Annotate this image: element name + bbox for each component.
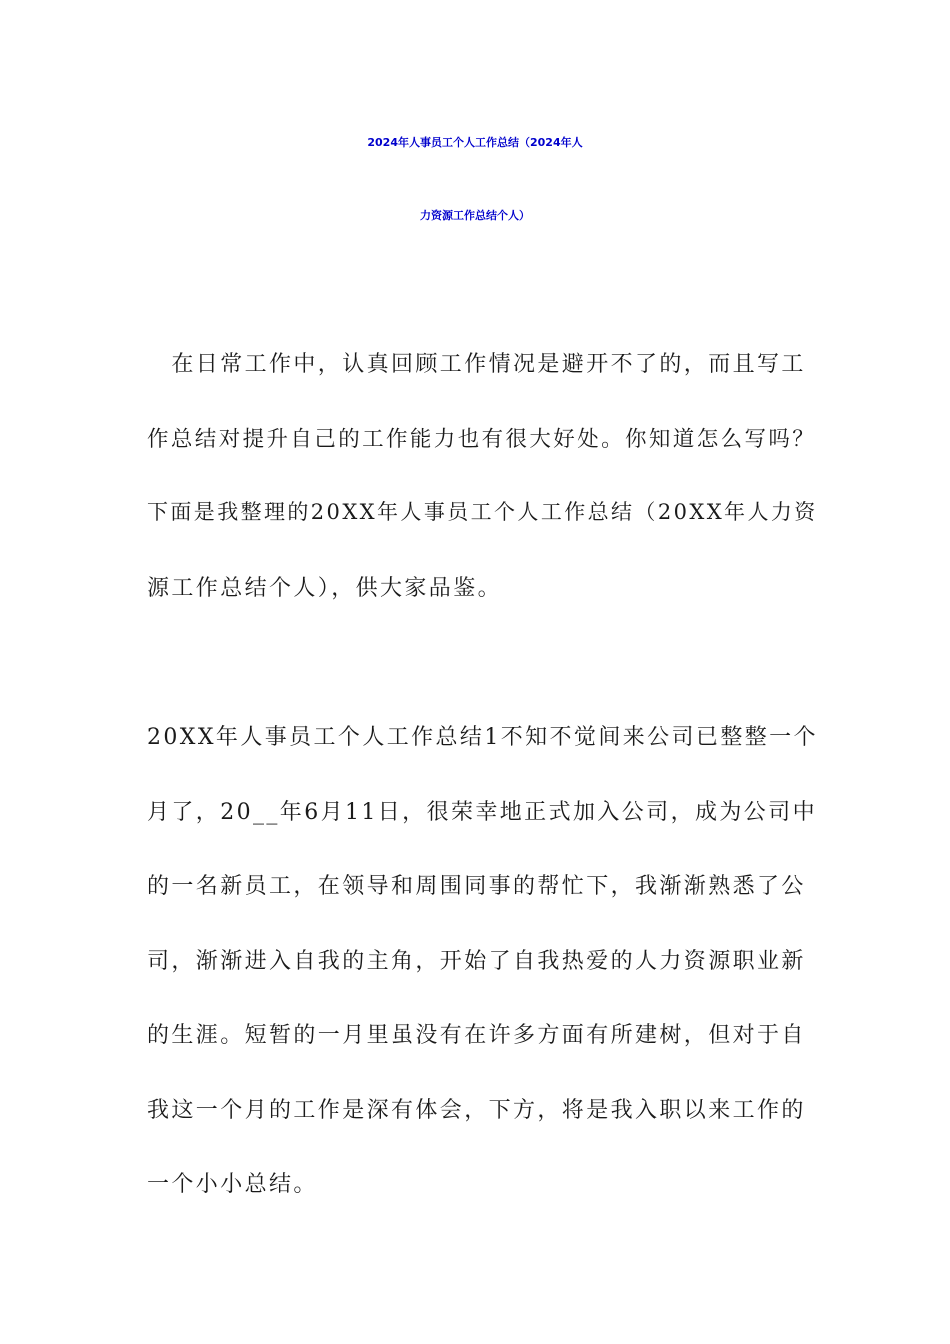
section-line-2: 月了，20__年6月11日，很荣幸地正式加入公司，成为公司中 [147,800,817,825]
section-line-5: 的生涯。短暂的一月里虽没有在许多方面有所建树，但对于自 [147,1023,806,1048]
intro-line-2: 作总结对提升自己的工作能力也有很大好处。你知道怎么写吗？ [147,427,817,452]
section-line-3: 的一名新员工，在领导和周围同事的帮忙下，我渐渐熟悉了公 [147,874,806,899]
section-line-7: 一个小小总结。 [147,1172,318,1197]
intro-line-3: 下面是我整理的20XX年人事员工个人工作总结（20XX年人力资 [147,500,818,524]
intro-line-1: 在日常工作中，认真回顾工作情况是避开不了的，而且写工 [147,352,806,377]
section-line-4: 司，渐渐进入自我的主角，开始了自我热爱的人力资源职业新 [147,949,806,974]
document-title-line-1: 2024年人事员工个人工作总结（2024年人 [367,136,583,149]
section-line-6: 我这一个月的工作是深有体会，下方，将是我入职以来工作的 [147,1098,806,1123]
section-line-1: 20XX年人事员工个人工作总结1不知不觉间来公司已整整一个 [147,725,818,750]
intro-line-4: 源工作总结个人），供大家品鉴。 [147,576,503,601]
document-title-line-2: 力资源工作总结个人） [420,209,530,222]
